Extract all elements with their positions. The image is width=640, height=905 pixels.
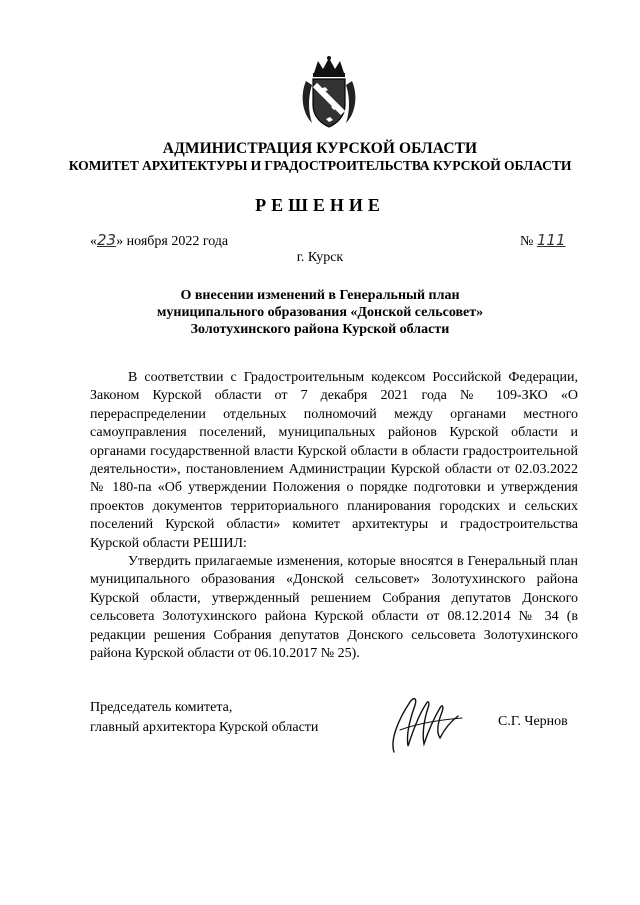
body-paragraph-2: Утвердить прилагаемые изменения, которые вносятся в Генеральный план муниципального образования «Донской сельсовет» Золотухинского района Курской области, утвержденный решением Собрания депутатов Донского сельсовета Золотухинского района Курской области от 08.12.2014 № 34 (в редакции решения Собрания депутатов Донского сельсовета Золотухинского района Курской области от 06.10.2017 № 25). <box>90 554 578 662</box>
document-title: РЕШЕНИЕ <box>255 195 385 215</box>
signature-icon <box>388 690 468 760</box>
signatory-title-line-1: Председатель комитета, <box>90 700 233 715</box>
date-month-year: » ноября 2022 года <box>116 234 229 249</box>
organization-name: АДМИНИСТРАЦИЯ КУРСКОЙ ОБЛАСТИ <box>162 140 478 157</box>
coat-of-arms-icon <box>298 55 360 130</box>
document-body <box>90 369 578 664</box>
date-open-quote: « <box>90 234 97 249</box>
document-number <box>520 231 566 250</box>
committee-name: КОМИТЕТ АРХИТЕКТУРЫ И ГРАДОСТРОИТЕЛЬСТВА КУРСКОЙ ОБЛАСТИ <box>68 158 572 173</box>
signatory-title <box>90 698 318 738</box>
subject-line-3: Золотухинского района Курской области <box>190 322 450 337</box>
document-subject <box>0 287 640 338</box>
body-paragraph-1: В соответствии с Градостроительным кодексом Российской Федерации, Законом Курской области от 7 декабря 2021 года № 109-ЗКО «О перераспределении отдельных полномочий между органами местного самоуправления поселений, муниципальных районов Курской области и органами государственной власти Курской области в области градостроительной деятельности», постановлением Администрации Курской области от 02.03.2022 № 180-па «Об утверждении Положения о порядке подготовки и утверждения проектов документов территориального планирования городских и сельских поселений Курской области» комитет архитектуры и градостроительства Курской области РЕШИЛ: <box>90 370 578 551</box>
date-day: 23 <box>97 231 117 249</box>
number-value: 111 <box>536 231 566 249</box>
document-city: г. Курск <box>296 250 344 265</box>
subject-line-2: муниципального образования «Донской сельсовет» <box>156 305 484 320</box>
document-date <box>90 231 228 250</box>
signer-name: С.Г. Чернов <box>498 714 568 729</box>
subject-line-1: О внесении изменений в Генеральный план <box>180 288 460 303</box>
number-label: № <box>520 234 534 249</box>
signatory-title-line-2: главный архитектора Курской области <box>90 720 319 735</box>
